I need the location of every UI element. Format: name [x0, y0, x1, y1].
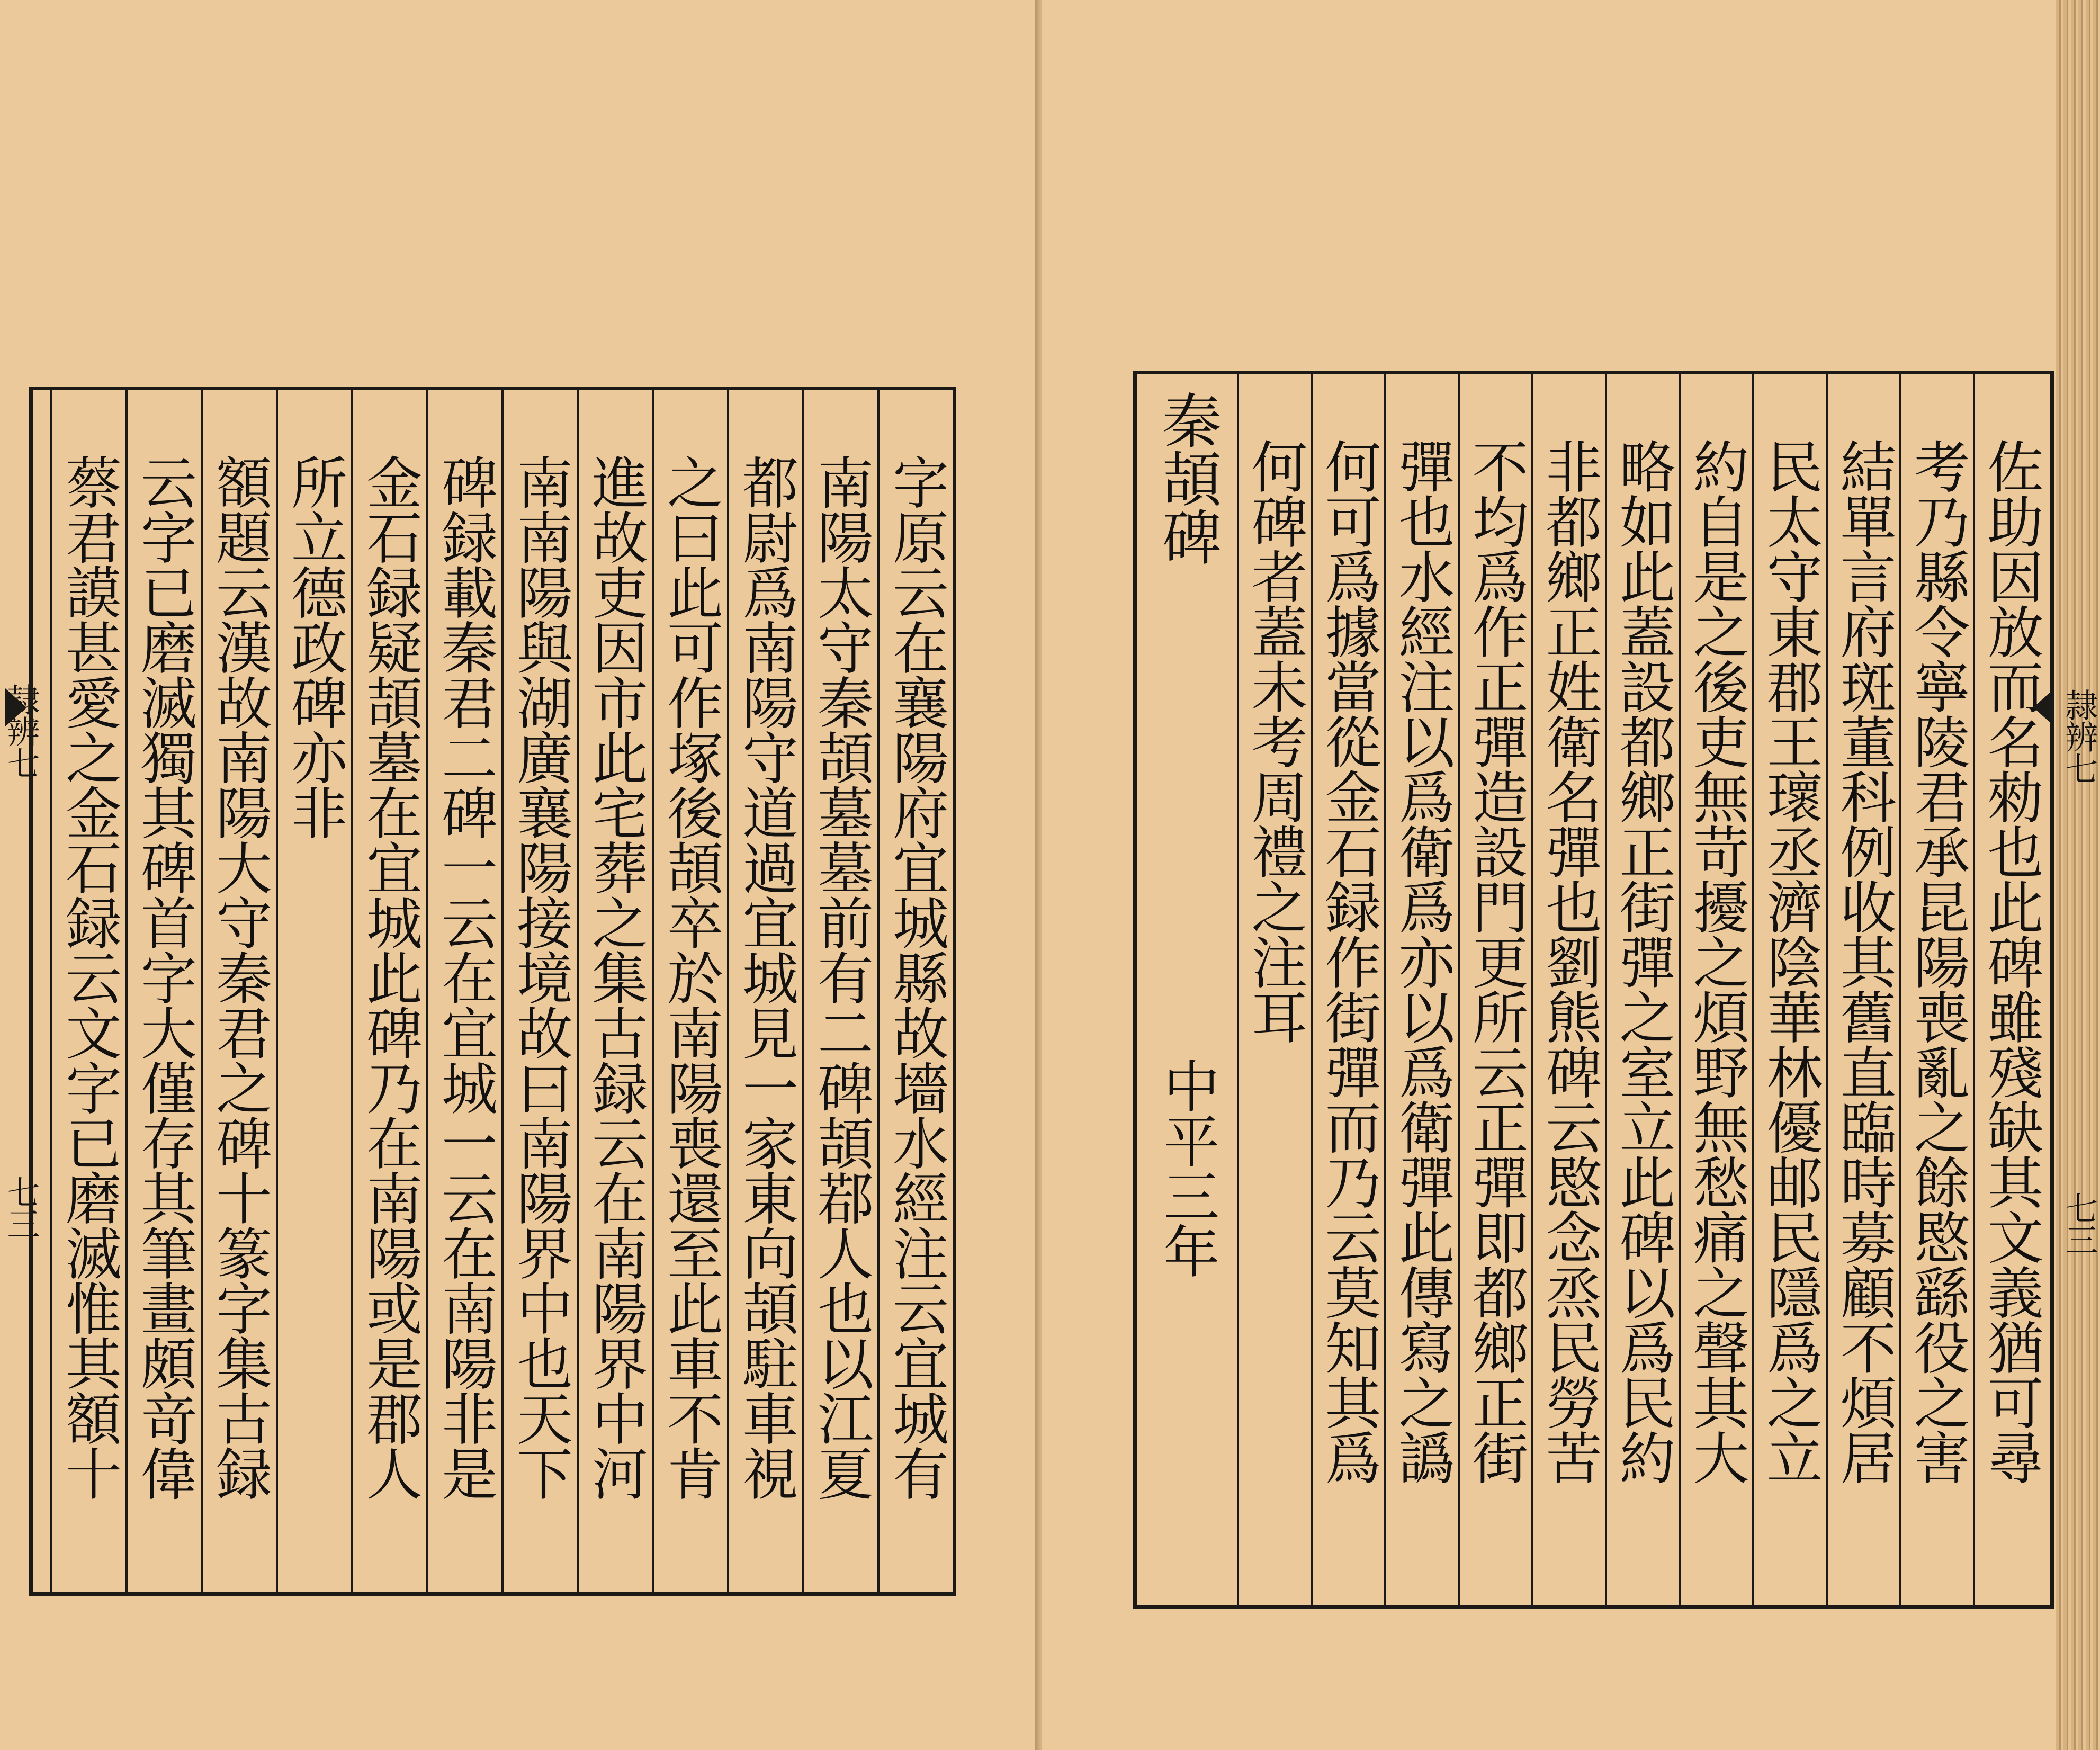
stele-date: 中平三年	[1154, 1057, 1220, 1278]
text-column: 非都鄉正姓衛名彈也劉熊碑云愍念烝民勞苦	[1531, 374, 1605, 1605]
text-column: 佐助因放而名勑也此碑雖殘缺其文義猶可尋	[1973, 374, 2047, 1605]
text-column: 蔡君謨甚愛之金石録云文字已磨滅惟其額十	[50, 390, 125, 1592]
text-column: 民太守東郡王瓌丞濟陰華林優邮民隱爲之立	[1752, 374, 1826, 1605]
text-column: 南陽太守秦頡墓墓前有二碑頡鄀人也以江夏	[802, 390, 877, 1592]
text-column: 不均爲作正彈造設門更所云正彈即都鄉正街	[1458, 374, 1531, 1605]
text-column: 之曰此可作塚後頡卒於南陽喪還至此車不肯	[652, 390, 727, 1592]
left-margin-title: 隷辨七	[2, 683, 40, 778]
text-column: 進故吏因市此宅葬之集古録云在南陽界中河	[577, 390, 652, 1592]
text-column: 所立德政碑亦非	[276, 390, 351, 1592]
text-column: 字原云在襄陽府宜城縣故墻水經注云宜城有	[877, 390, 953, 1592]
text-column: 云字已磨滅獨其碑首字大僅存其筆畫頗竒偉	[125, 390, 201, 1592]
text-column: 何碑者蓋未考周禮之注耳	[1237, 374, 1311, 1605]
right-margin-title: 隷辨七	[2060, 688, 2098, 784]
left-margin-page: 七三	[2, 1175, 40, 1239]
text-column: 額題云漢故南陽大守秦君之碑十篆字集古録	[201, 390, 276, 1592]
text-column: 約自是之後吏無苛擾之煩野無愁痛之聲其大	[1679, 374, 1752, 1605]
text-column: 彈也水經注以爲衛爲亦以爲衛彈此傳寫之譌	[1384, 374, 1458, 1605]
left-page	[0, 0, 1039, 1750]
right-fishtail-mark	[2033, 688, 2054, 726]
text-column: 結單言府斑董科例收其舊直臨時募顧不煩居	[1826, 374, 1899, 1605]
right-page	[1042, 0, 2056, 1750]
text-column: 略如此蓋設都鄉正街彈之室立此碑以爲民約	[1605, 374, 1679, 1605]
text-column: 碑録載秦君二碑一云在宜城一云在南陽非是	[426, 390, 501, 1592]
text-column: 考乃縣令寧陵君承昆陽喪亂之餘愍繇役之害	[1899, 374, 1973, 1605]
text-column: 何可爲據當從金石録作街彈而乃云莫知其爲	[1311, 374, 1384, 1605]
heading-column	[1137, 374, 1237, 1605]
left-fishtail-mark	[5, 688, 26, 726]
page-edges	[2056, 0, 2100, 1750]
text-column: 金石録疑頡墓在宜城此碑乃在南陽或是郡人	[351, 390, 426, 1592]
text-column: 都尉爲南陽守道過宜城見一家東向頡駐車視	[727, 390, 802, 1592]
left-text-frame	[29, 387, 956, 1596]
stele-heading: 秦頡碑	[1152, 390, 1222, 565]
text-column: 南南陽與湖廣襄陽接境故曰南陽界中也天下	[501, 390, 577, 1592]
right-text-frame	[1133, 371, 2054, 1609]
right-margin-page: 七三	[2060, 1191, 2098, 1255]
